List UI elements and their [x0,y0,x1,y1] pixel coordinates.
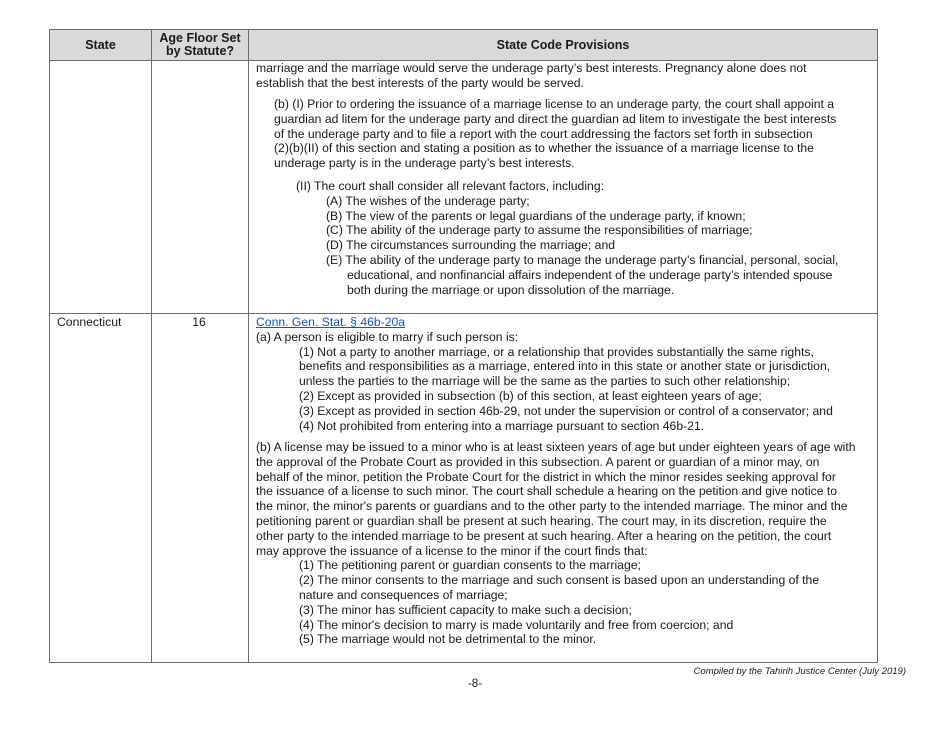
text-line: (b) (I) Prior to ordering the issuance of a marriage license to an underage party, the court shall appoint a [274,97,835,111]
row1-para-factors [296,179,914,297]
list-item: (3) Except as provided in section 46b-29, not under the supervision or control of a conservator; and [299,403,833,418]
list-item: benefits and responsibilities as a marriage, entered into in this state or another state or jurisdiction, [299,359,831,374]
row1-para-1 [256,61,874,91]
list-item: (4) The minor's decision to marry is made voluntarily and free from coercion; and [299,617,734,632]
header-age-floor: Age Floor Set by Statute? [159,31,241,58]
row1-para-b [274,97,892,171]
column-divider [151,30,152,662]
table-header [50,30,877,61]
text-line: (II) The court shall consider all relevant factors, including: [296,179,604,193]
list-item: (1) Not a party to another marriage, or a relationship that provides substantially the same rights, [299,344,814,359]
text-line: (b) A license may be issued to a minor who is at least sixteen years of age but under eighteen years of age with [256,440,856,454]
text-line: the approval of the Probate Court as provided in this subsection. A parent or guardian of a minor may, on [256,454,820,469]
column-divider [248,30,249,662]
list-item-continued: educational, and nonfinancial affairs independent of the underage party’s intended spouse [347,267,833,282]
provisions-table [49,29,878,663]
row-divider [50,313,877,314]
list-item: (B) The view of the parents or legal guardians of the underage party, if known; [326,208,746,223]
text-line: establish that the best interests of the party would be served. [256,75,584,90]
text-line: guardian ad litem for the underage party and direct the guardian ad litem to investigate the best interests [274,111,837,126]
text-line: the minor, the minor's parents or guardians and to the other party to the intended marriage. The minor and the [256,499,848,514]
text-line: the issuance of a license to such minor. The court shall schedule a hearing on the petition and give notice to [256,484,838,499]
text-line: of the underage party and to file a report with the court addressing the factors set forth in subsection [274,126,813,141]
statute-link[interactable]: Conn. Gen. Stat. § 46b-20a [256,315,406,329]
list-item-continued: both during the marriage or upon dissolution of the marriage. [347,282,675,297]
text-line: (a) A person is eligible to marry if such person is: [256,329,519,344]
page-number: -8- [467,678,483,690]
text-line: marriage and the marriage would serve the underage party’s best interests. Pregnancy alone does not [256,61,807,75]
list-item: (E) The ability of the underage party to manage the underage party’s financial, personal, social, [326,252,839,267]
row2-para-b [256,440,874,647]
list-item: (1) The petitioning parent or guardian consents to the marriage; [299,558,641,573]
header-provisions: State Code Provisions [496,37,630,52]
list-item: unless the parties to the marriage will be the same as the parties to such other relationship; [299,374,791,389]
text-line: petitioning parent or guardian shall be present at such hearing. The court may, in its discretion, require the [256,513,827,528]
text-line: behalf of the minor, petition the Probate Court for the district in which the minor resides seeking approval for [256,469,836,484]
age-floor: 16 [192,315,206,329]
list-item: (5) The marriage would not be detrimental to the minor. [299,632,597,647]
row2-para-a [256,315,874,433]
list-item: (D) The circumstances surrounding the marriage; and [326,238,616,253]
text-line: underage party is in the underage party’s best interests. [274,156,575,171]
header-state: State [85,37,116,52]
list-item: (2) The minor consents to the marriage and such consent is based upon an understanding of the [299,573,820,588]
list-item: (A) The wishes of the underage party; [326,193,530,208]
list-item-continued: nature and consequences of marriage; [299,587,508,602]
footer-credit: Compiled by the Tahirih Justice Center (July 2019) [693,666,906,677]
list-item: (C) The ability of the underage party to assume the responsibilities of marriage; [326,223,753,238]
list-item: (4) Not prohibited from entering into a marriage pursuant to section 46b-21. [299,418,705,433]
list-item: (3) The minor has sufficient capacity to make such a decision; [299,602,632,617]
text-line: (2)(b)(II) of this section and stating a position as to whether the issuance of a marriage license to the [274,141,814,156]
text-line: may approve the issuance of a license to the minor if the court finds that: [256,543,648,558]
state-name: Connecticut [57,315,122,329]
text-line: other party to the intended marriage to be present at such hearing. After a hearing on the petition, the court [256,528,832,543]
list-item: (2) Except as provided in subsection (b) of this section, at least eighteen years of age; [299,388,762,403]
